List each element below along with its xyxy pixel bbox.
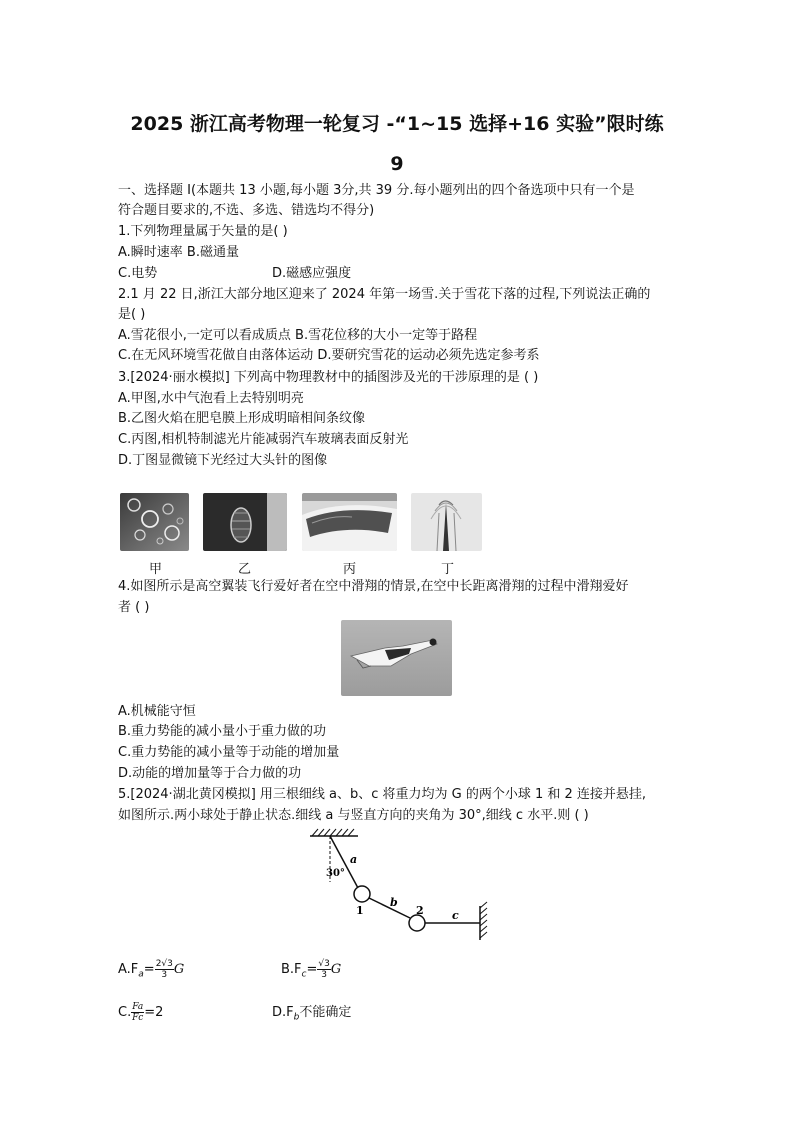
label-ball-1: 1 xyxy=(356,904,364,917)
q5-a-fraction: $\frac{2√3}{3}$ xyxy=(155,959,173,980)
page-title xyxy=(60,104,734,184)
q5-option-a: $A.F_a=$ $\frac{2√3}{3}$ G xyxy=(118,959,185,980)
q5-stem-line-1: 5.[2024·湖北黄冈模拟] 用三根细线 a、b、c 将重力均为 G 的两个小球 1 和 2 连接并悬挂, xyxy=(118,787,647,802)
q5-option-b: $B.F_c=$ $\frac{√3}{3}$ G xyxy=(281,959,342,980)
title-line-1: 2025 浙江高考物理一轮复习 -“1~15 选择+16 实验”限时练 xyxy=(130,113,664,135)
q3-option-d: D.丁图显微镜下光经过大头针的图像 xyxy=(118,453,328,468)
q5-options-ab xyxy=(118,958,678,987)
q4-option-b: B.重力势能的减小量小于重力做的功 xyxy=(118,724,327,739)
ball-1 xyxy=(354,886,370,902)
q5-c-fraction: $\frac{Fa}{Fc}$ xyxy=(132,1002,144,1023)
photo-bubbles xyxy=(120,493,189,551)
q1-stem: 1.下列物理量属于矢量的是( ) xyxy=(118,224,288,239)
q2-options-cd: C.在无风环境雪花做自由落体运动 D.要研究雪花的运动必须先选定参考系 xyxy=(118,348,540,363)
q4-option-c: C.重力势能的减小量等于动能的增加量 xyxy=(118,745,340,760)
q5-b-fraction: $\frac{√3}{3}$ xyxy=(318,959,330,980)
q5-stem-line-2: 如图所示.两小球处于静止状态.细线 a 与竖直方向的夹角为 30°,细线 c 水平.则 ( ) xyxy=(118,808,589,823)
caption-yi: 乙 xyxy=(238,562,252,577)
q3-option-a: A.甲图,水中气泡看上去特别明亮 xyxy=(118,391,304,406)
q2-stem-line-1: 2.1 月 22 日,浙江大部分地区迎来了 2024 年第一场雪.关于雪花下落的过程,下列说法正确的 xyxy=(118,287,651,302)
ceiling-hatch xyxy=(312,829,354,836)
q1-option-c: C.电势 xyxy=(118,266,158,281)
section-heading-line-2: 符合题目要求的,不选、多选、错选均不得分) xyxy=(118,203,375,218)
q4-option-a: A.机械能守恒 xyxy=(118,704,196,719)
q2-stem-line-2: 是( ) xyxy=(118,307,146,322)
label-c: c xyxy=(452,909,459,922)
q4-stem-line-2: 者 ( ) xyxy=(118,600,150,615)
q1-option-d: D.磁感应强度 xyxy=(272,266,352,281)
q1-options-cd xyxy=(118,264,678,284)
q2-options-ab: A.雪花很小,一定可以看成质点 B.雪花位移的大小一定等于路程 xyxy=(118,328,478,343)
photo-pin-diffraction xyxy=(411,493,482,551)
q3-stem: 3.[2024·丽水模拟] 下列高中物理教材中的插图涉及光的干涉原理的是 ( ) xyxy=(118,370,539,385)
label-ball-2: 2 xyxy=(416,904,424,917)
caption-jia: 甲 xyxy=(149,562,163,577)
label-b: b xyxy=(390,896,398,909)
photo-wingsuit-flyer xyxy=(341,620,452,696)
caption-ding: 丁 xyxy=(441,562,455,577)
ball-2 xyxy=(409,915,425,931)
q3-option-b: B.乙图火焰在肥皂膜上形成明暗相间条纹像 xyxy=(118,411,366,426)
q4-option-d: D.动能的增加量等于合力做的功 xyxy=(118,766,302,781)
photo-car-windshield xyxy=(302,493,397,551)
photo-soap-film xyxy=(203,493,287,551)
label-angle: 30° xyxy=(326,868,345,879)
q1-options-ab: A.瞬时速率 B.磁通量 xyxy=(118,245,239,260)
title-line-2: 9 xyxy=(390,153,404,175)
q5-option-c: C. $\frac{Fa}{Fc}$ =2 xyxy=(118,1002,164,1023)
q3-option-c: C.丙图,相机特制滤光片能减弱汽车玻璃表面反射光 xyxy=(118,432,409,447)
wall-hatch xyxy=(480,902,487,938)
section-heading-line-1: 一、选择题 Ⅰ(本题共 13 小题,每小题 3分,共 39 分.每小题列出的四个备选项中只有一个是 xyxy=(118,183,635,198)
caption-bing: 丙 xyxy=(343,562,357,577)
q4-stem-line-1: 4.如图所示是高空翼装飞行爱好者在空中滑翔的情景,在空中长距离滑翔的过程中滑翔爱好 xyxy=(118,579,629,594)
q5-string-diagram xyxy=(300,826,500,946)
q5-options-cd xyxy=(118,1000,678,1026)
q5-option-d: $D.F_b$不能确定 xyxy=(272,1005,352,1023)
label-a: a xyxy=(350,853,358,866)
